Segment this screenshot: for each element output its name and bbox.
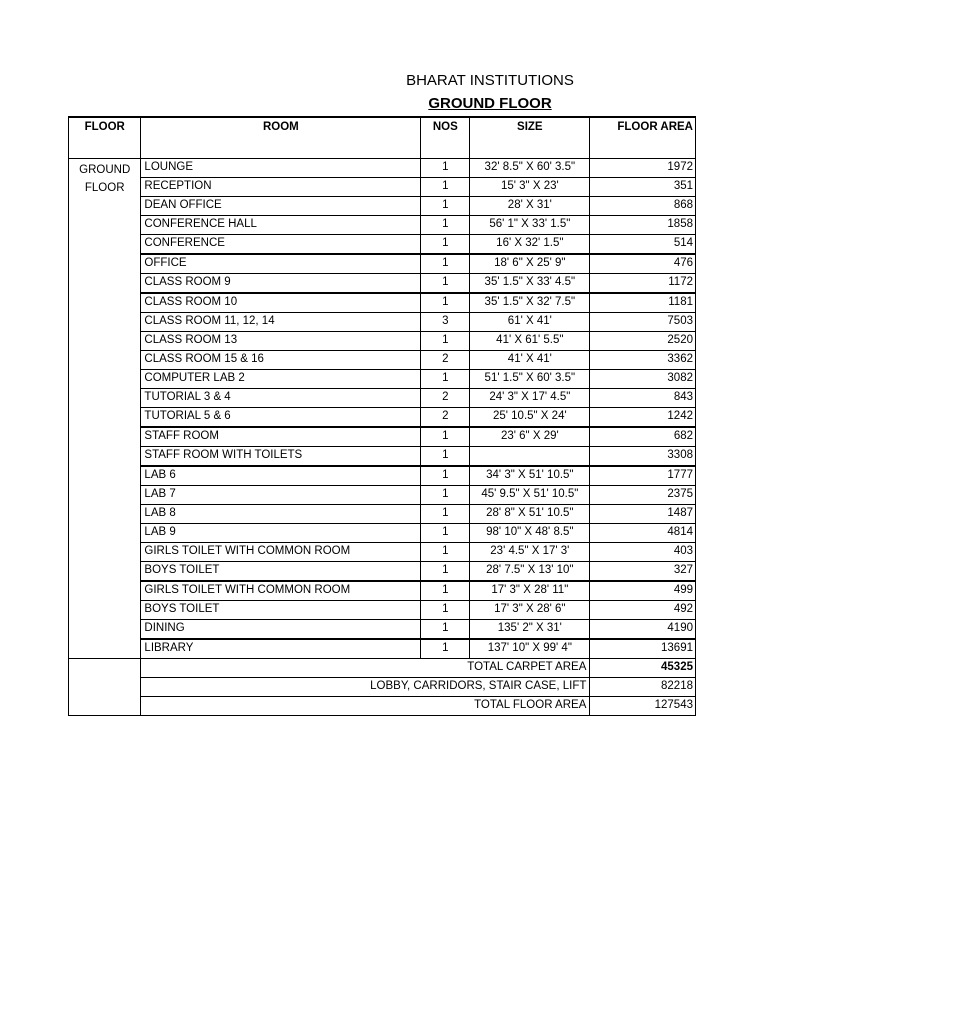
table-row [69, 235, 696, 255]
nos-cell: 1 [421, 254, 470, 274]
total-value: 127543 [590, 697, 696, 716]
table-row [69, 543, 696, 562]
size-cell: 23' 4.5" X 17' 3' [470, 543, 590, 562]
header-room: ROOM [141, 117, 421, 159]
header-size: SIZE [470, 117, 590, 159]
table-row [69, 178, 696, 197]
total-row [69, 697, 696, 716]
size-cell: 137' 10" X 99' 4" [470, 639, 590, 659]
area-cell: 1487 [590, 505, 696, 524]
table-row [69, 562, 696, 582]
total-row [69, 659, 696, 678]
nos-cell: 1 [421, 216, 470, 235]
total-label: LOBBY, CARRIDORS, STAIR CASE, LIFT [141, 678, 590, 697]
room-cell: CONFERENCE HALL [141, 216, 421, 235]
size-cell: 15' 3" X 23' [470, 178, 590, 197]
area-cell: 476 [590, 254, 696, 274]
header-nos: NOS [421, 117, 470, 159]
table-row [69, 313, 696, 332]
nos-cell: 1 [421, 562, 470, 582]
area-cell: 2375 [590, 486, 696, 505]
room-cell: LAB 9 [141, 524, 421, 543]
area-cell: 1242 [590, 408, 696, 428]
room-cell: TUTORIAL 5 & 6 [141, 408, 421, 428]
table-row [69, 505, 696, 524]
room-cell: OFFICE [141, 254, 421, 274]
room-cell: CLASS ROOM 11, 12, 14 [141, 313, 421, 332]
table-row [69, 466, 696, 486]
nos-cell: 1 [421, 639, 470, 659]
nos-cell: 1 [421, 505, 470, 524]
nos-cell: 1 [421, 178, 470, 197]
room-cell: CLASS ROOM 10 [141, 293, 421, 313]
area-table [68, 116, 696, 716]
document-title: BHARAT INSTITUTIONS [406, 72, 574, 89]
size-cell: 32' 8.5" X 60' 3.5" [470, 159, 590, 178]
area-cell: 492 [590, 601, 696, 620]
size-cell: 35' 1.5" X 32' 7.5" [470, 293, 590, 313]
nos-cell: 2 [421, 389, 470, 408]
room-cell: GIRLS TOILET WITH COMMON ROOM [141, 543, 421, 562]
room-cell: LAB 7 [141, 486, 421, 505]
area-cell: 1181 [590, 293, 696, 313]
nos-cell: 1 [421, 524, 470, 543]
nos-cell: 1 [421, 274, 470, 294]
room-cell: LIBRARY [141, 639, 421, 659]
nos-cell: 1 [421, 620, 470, 640]
table-row [69, 216, 696, 235]
size-cell [470, 447, 590, 467]
area-cell: 1777 [590, 466, 696, 486]
area-cell: 4190 [590, 620, 696, 640]
table-row [69, 408, 696, 428]
size-cell: 17' 3" X 28' 6" [470, 601, 590, 620]
floor-label-line1: GROUND [79, 164, 131, 176]
room-cell: GIRLS TOILET WITH COMMON ROOM [141, 581, 421, 601]
table-row [69, 447, 696, 467]
nos-cell: 1 [421, 159, 470, 178]
size-cell: 61' X 41' [470, 313, 590, 332]
area-cell: 2520 [590, 332, 696, 351]
nos-cell: 2 [421, 351, 470, 370]
table-row [69, 293, 696, 313]
table-row [69, 639, 696, 659]
area-cell: 3308 [590, 447, 696, 467]
size-cell: 18' 6" X 25' 9" [470, 254, 590, 274]
nos-cell: 1 [421, 447, 470, 467]
area-cell: 1972 [590, 159, 696, 178]
size-cell: 24' 3" X 17' 4.5" [470, 389, 590, 408]
nos-cell: 2 [421, 408, 470, 428]
size-cell: 56' 1" X 33' 1.5" [470, 216, 590, 235]
room-cell: CLASS ROOM 13 [141, 332, 421, 351]
total-row-spacer [69, 697, 141, 716]
area-cell: 499 [590, 581, 696, 601]
area-cell: 7503 [590, 313, 696, 332]
nos-cell: 1 [421, 543, 470, 562]
nos-cell: 1 [421, 466, 470, 486]
size-cell: 16' X 32' 1.5" [470, 235, 590, 255]
area-cell: 4814 [590, 524, 696, 543]
size-cell: 41' X 61' 5.5" [470, 332, 590, 351]
area-cell: 1172 [590, 274, 696, 294]
nos-cell: 1 [421, 486, 470, 505]
nos-cell: 1 [421, 601, 470, 620]
total-label: TOTAL CARPET AREA [141, 659, 590, 678]
table-row [69, 351, 696, 370]
area-cell: 1858 [590, 216, 696, 235]
table-row [69, 601, 696, 620]
area-table-container [68, 116, 696, 712]
area-cell: 327 [590, 562, 696, 582]
nos-cell: 1 [421, 235, 470, 255]
table-row [69, 389, 696, 408]
nos-cell: 1 [421, 332, 470, 351]
nos-cell: 3 [421, 313, 470, 332]
room-cell: CONFERENCE [141, 235, 421, 255]
size-cell: 45' 9.5" X 51' 10.5" [470, 486, 590, 505]
table-row [69, 274, 696, 294]
area-cell: 682 [590, 427, 696, 447]
size-cell: 135' 2" X 31' [470, 620, 590, 640]
size-cell: 23' 6" X 29' [470, 427, 590, 447]
table-row [69, 524, 696, 543]
size-cell: 98' 10" X 48' 8.5" [470, 524, 590, 543]
table-row [69, 620, 696, 640]
size-cell: 51' 1.5" X 60' 3.5" [470, 370, 590, 389]
table-row [69, 197, 696, 216]
total-row-spacer [69, 659, 141, 678]
room-cell: CLASS ROOM 9 [141, 274, 421, 294]
room-cell: LAB 8 [141, 505, 421, 524]
room-cell: DINING [141, 620, 421, 640]
area-cell: 868 [590, 197, 696, 216]
nos-cell: 1 [421, 427, 470, 447]
total-label: TOTAL FLOOR AREA [141, 697, 590, 716]
table-row [69, 332, 696, 351]
room-cell: RECEPTION [141, 178, 421, 197]
room-cell: DEAN OFFICE [141, 197, 421, 216]
table-row [69, 370, 696, 389]
size-cell: 17' 3" X 28' 11" [470, 581, 590, 601]
area-cell: 3082 [590, 370, 696, 389]
table-row [69, 254, 696, 274]
area-cell: 3362 [590, 351, 696, 370]
nos-cell: 1 [421, 197, 470, 216]
total-row-spacer [69, 678, 141, 697]
nos-cell: 1 [421, 293, 470, 313]
table-row [69, 486, 696, 505]
size-cell: 34' 3" X 51' 10.5" [470, 466, 590, 486]
floor-label [69, 159, 141, 659]
table-header-row [69, 117, 696, 159]
room-cell: COMPUTER LAB 2 [141, 370, 421, 389]
area-cell: 843 [590, 389, 696, 408]
room-cell: BOYS TOILET [141, 562, 421, 582]
size-cell: 25' 10.5" X 24' [470, 408, 590, 428]
size-cell: 28' X 31' [470, 197, 590, 216]
room-cell: STAFF ROOM [141, 427, 421, 447]
table-row [69, 159, 696, 178]
area-cell: 403 [590, 543, 696, 562]
total-row [69, 678, 696, 697]
table-row [69, 427, 696, 447]
total-value: 45325 [590, 659, 696, 678]
room-cell: LAB 6 [141, 466, 421, 486]
room-cell: STAFF ROOM WITH TOILETS [141, 447, 421, 467]
nos-cell: 1 [421, 370, 470, 389]
floor-label-line2: FLOOR [84, 182, 125, 194]
size-cell: 41' X 41' [470, 351, 590, 370]
area-cell: 351 [590, 178, 696, 197]
size-cell: 28' 7.5" X 13' 10" [470, 562, 590, 582]
document-subtitle: GROUND FLOOR [428, 95, 552, 112]
room-cell: CLASS ROOM 15 & 16 [141, 351, 421, 370]
header-floor-area: FLOOR AREA [590, 117, 696, 159]
table-row [69, 581, 696, 601]
room-cell: LOUNGE [141, 159, 421, 178]
header-floor: FLOOR [69, 117, 141, 159]
size-cell: 28' 8" X 51' 10.5" [470, 505, 590, 524]
room-cell: BOYS TOILET [141, 601, 421, 620]
nos-cell: 1 [421, 581, 470, 601]
room-cell: TUTORIAL 3 & 4 [141, 389, 421, 408]
total-value: 82218 [590, 678, 696, 697]
area-cell: 13691 [590, 639, 696, 659]
area-cell: 514 [590, 235, 696, 255]
size-cell: 35' 1.5" X 33' 4.5" [470, 274, 590, 294]
